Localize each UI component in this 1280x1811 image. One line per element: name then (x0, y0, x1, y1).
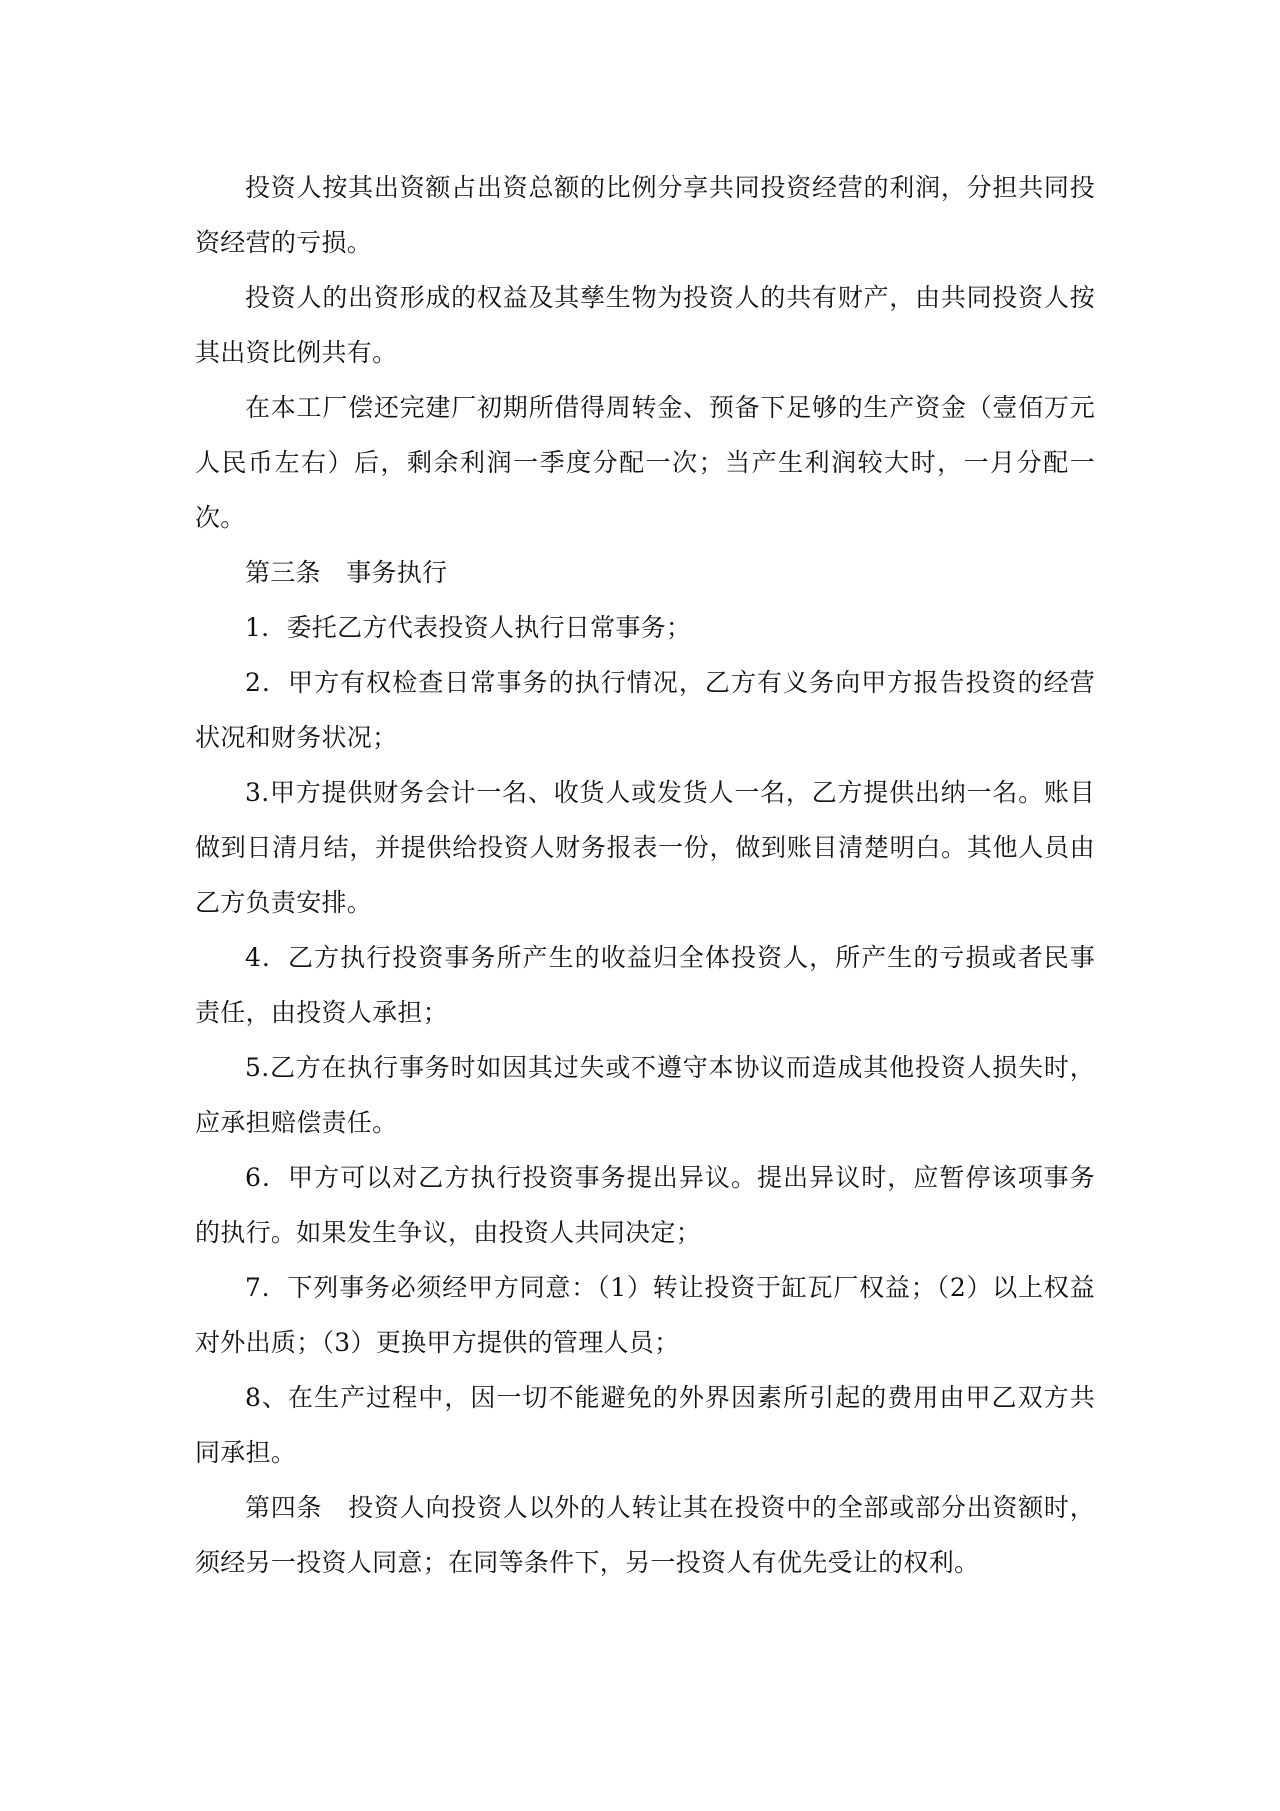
paragraph-profit-sharing: 投资人按其出资额占出资总额的比例分享共同投资经营的利润，分担共同投资经营的亏损。 (195, 173, 1095, 257)
paragraph-profit-distribution: 在本工厂偿还完建厂初期所借得周转金、预备下足够的生产资金（壹佰万元人民币左右）后，剩余利润一季度分配一次；当产生利润较大时，一月分配一次。 (195, 393, 1095, 532)
article-3-heading: 第三条 事务执行 (245, 558, 448, 587)
article-3-item-7: 7．下列事务必须经甲方同意：（1）转让投资于缸瓦厂权益；（2）以上权益对外出质；（3）更换甲方提供的管理人员； (195, 1273, 1095, 1357)
article-3-item-4: 4．乙方执行投资事务所产生的收益归全体投资人，所产生的亏损或者民事责任，由投资人承担； (195, 943, 1095, 1027)
document-body (195, 160, 1095, 1590)
article-3-item-5: 5.乙方在执行事务时如因其过失或不遵守本协议而造成其他投资人损失时，应承担赔偿责任。 (195, 1053, 1095, 1137)
paragraph-joint-property: 投资人的出资形成的权益及其孳生物为投资人的共有财产，由共同投资人按其出资比例共有。 (195, 283, 1095, 367)
article-3-item-3: 3.甲方提供财务会计一名、收货人或发货人一名，乙方提供出纳一名。账目做到日清月结，并提供给投资人财务报表一份，做到账目清楚明白。其他人员由乙方负责安排。 (195, 778, 1095, 917)
article-3-item-8: 8、在生产过程中，因一切不能避免的外界因素所引起的费用由甲乙双方共同承担。 (195, 1383, 1095, 1467)
article-3-item-6: 6．甲方可以对乙方执行投资事务提出异议。提出异议时，应暂停该项事务的执行。如果发生争议，由投资人共同决定； (195, 1163, 1095, 1247)
article-3-item-1: 1．委托乙方代表投资人执行日常事务； (245, 613, 692, 642)
article-3-item-2: 2．甲方有权检查日常事务的执行情况，乙方有义务向甲方报告投资的经营状况和财务状况； (195, 668, 1095, 752)
article-4-paragraph: 第四条 投资人向投资人以外的人转让其在投资中的全部或部分出资额时，须经另一投资人同意；在同等条件下，另一投资人有优先受让的权利。 (195, 1493, 1095, 1577)
